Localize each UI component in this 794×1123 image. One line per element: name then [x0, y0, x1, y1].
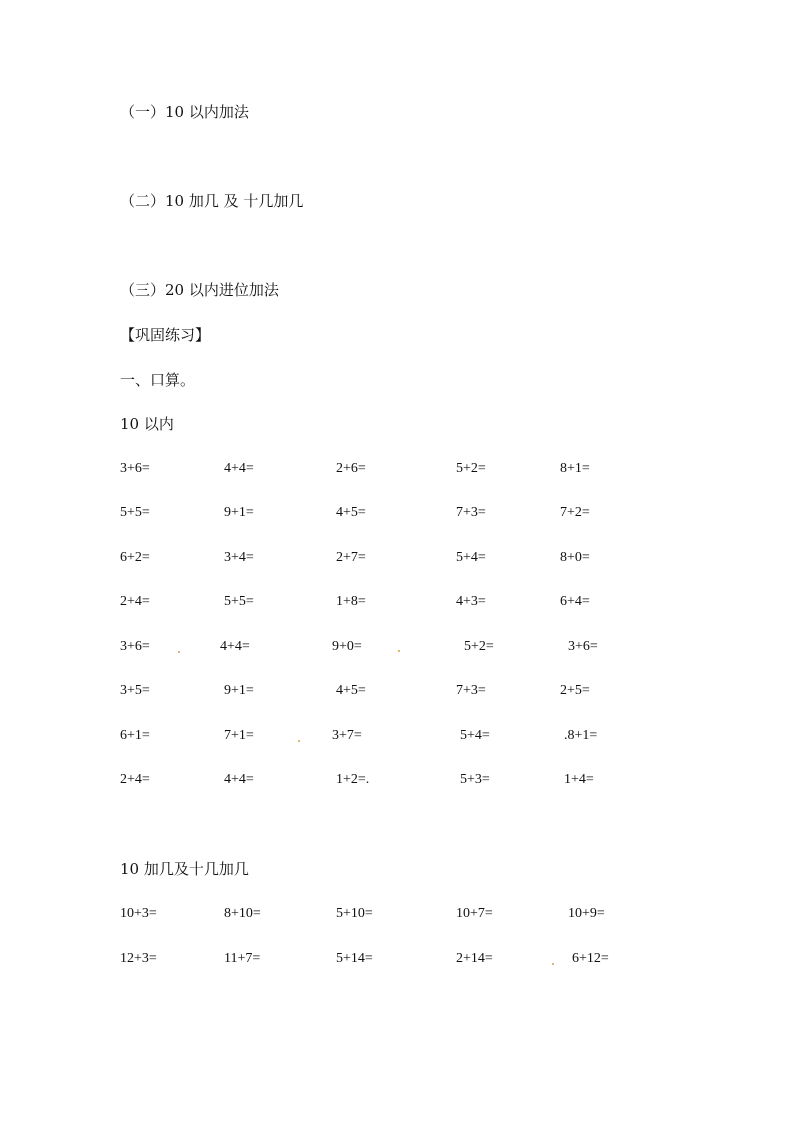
problem: 8+10= [224, 906, 261, 921]
problem: 2+14= [456, 951, 493, 966]
problem: 7+3= [456, 505, 486, 520]
problem: 6+2= [120, 550, 150, 565]
problem: 2+5= [560, 683, 590, 698]
problem: 5+5= [224, 594, 254, 609]
problem: 6+4= [560, 594, 590, 609]
problem: 5+4= [456, 550, 486, 565]
section-2-heading: （二）10 加几 及 十几加几 [120, 192, 304, 210]
stray-mark [398, 650, 400, 652]
problem: 4+4= [220, 639, 250, 654]
problem: 5+14= [336, 951, 373, 966]
problem: 5+2= [464, 639, 494, 654]
practice-heading: 【巩固练习】 [120, 326, 211, 344]
problem: 6+1= [120, 728, 150, 743]
problem: 2+4= [120, 772, 150, 787]
problem: 11+7= [224, 951, 261, 966]
problem: 3+4= [224, 550, 254, 565]
problem: 1+2=. [336, 772, 370, 787]
problem: 2+7= [336, 550, 366, 565]
stray-mark [552, 963, 554, 965]
problem: 5+4= [460, 728, 490, 743]
section-1-heading: （一）10 以内加法 [120, 103, 249, 121]
section-3-heading: （三）20 以内进位加法 [120, 281, 279, 299]
problem: 5+2= [456, 461, 486, 476]
problem: 9+1= [224, 505, 254, 520]
problem: 3+7= [332, 728, 362, 743]
problem: 3+6= [568, 639, 598, 654]
problem: 4+5= [336, 683, 366, 698]
problem: 3+6= [120, 461, 150, 476]
problem: 4+4= [224, 461, 254, 476]
stray-mark [298, 740, 300, 742]
problem: 7+2= [560, 505, 590, 520]
group-1-title: 10 以内 [120, 415, 174, 433]
problem: 1+4= [564, 772, 594, 787]
problem: 9+0= [332, 639, 362, 654]
stray-mark [178, 651, 180, 653]
problem: 5+3= [460, 772, 490, 787]
problem: 9+1= [224, 683, 254, 698]
problem: 10+3= [120, 906, 157, 921]
exercise-heading: 一、口算。 [120, 371, 196, 389]
problem: 7+3= [456, 683, 486, 698]
group-2-title: 10 加几及十几加几 [120, 860, 249, 878]
problem: 8+1= [560, 461, 590, 476]
problem: 6+12= [572, 951, 609, 966]
problem: 4+5= [336, 505, 366, 520]
problem: 4+4= [224, 772, 254, 787]
problem: 3+6= [120, 639, 150, 654]
problem: 10+7= [456, 906, 493, 921]
problem: 8+0= [560, 550, 590, 565]
problem: .8+1= [564, 728, 598, 743]
problem: 3+5= [120, 683, 150, 698]
problem: 12+3= [120, 951, 157, 966]
problem: 5+10= [336, 906, 373, 921]
problem: 1+8= [336, 594, 366, 609]
problem: 10+9= [568, 906, 605, 921]
problem: 5+5= [120, 505, 150, 520]
problem: 4+3= [456, 594, 486, 609]
problem: 2+6= [336, 461, 366, 476]
problem: 2+4= [120, 594, 150, 609]
problem: 7+1= [224, 728, 254, 743]
